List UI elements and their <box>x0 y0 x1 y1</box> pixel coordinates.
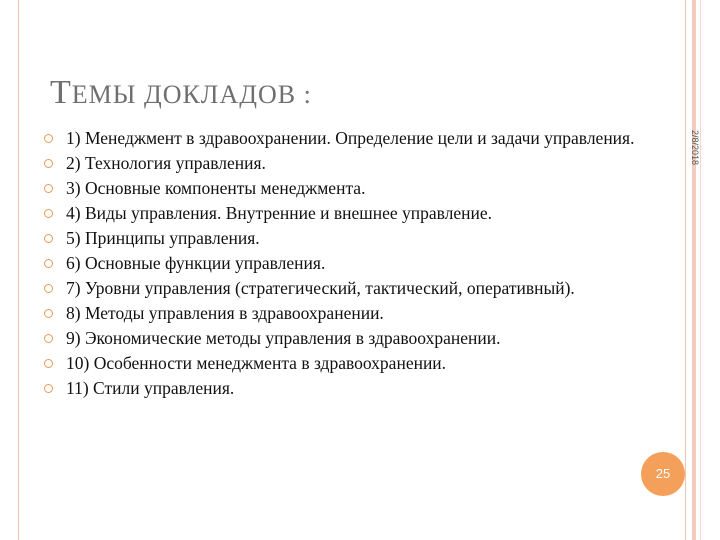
list-item <box>44 278 644 298</box>
bullet-circle-icon <box>44 209 53 218</box>
list-item-text: 8) Методы управления в здравоохранении. <box>66 303 384 323</box>
bullet-circle-icon <box>44 384 53 393</box>
bullet-circle-icon <box>44 259 53 268</box>
list-item <box>44 378 644 398</box>
list-item <box>44 153 644 173</box>
slide-title <box>50 74 312 112</box>
list-item-text: 4) Виды управления. Внутренние и внешнее управление. <box>66 203 493 223</box>
bullet-circle-icon <box>44 359 53 368</box>
page-number-badge: 25 <box>641 452 685 496</box>
list-item-text: 3) Основные компоненты менеджмента. <box>66 178 366 198</box>
bullet-circle-icon <box>44 309 53 318</box>
list-item-text: 1) Менеджмент в здравоохранении. Определение цели и задачи управления. <box>66 128 635 148</box>
list-item <box>44 253 644 273</box>
bullet-circle-icon <box>44 134 53 143</box>
list-item-text: 10) Особенности менеджмента в здравоохранении. <box>66 353 447 373</box>
bullet-circle-icon <box>44 159 53 168</box>
list-item-text: 7) Уровни управления (стратегический, тактический, оперативный). <box>66 278 575 298</box>
title-first-letter: Т <box>50 74 72 111</box>
slide-date: 2/8/2018 <box>690 130 700 166</box>
bullet-circle-icon <box>44 234 53 243</box>
list-item <box>44 203 644 223</box>
bullet-circle-icon <box>44 284 53 293</box>
list-item <box>44 328 644 348</box>
list-item-text: 6) Основные функции управления. <box>66 253 326 273</box>
list-item-text: 5) Принципы управления. <box>66 228 260 248</box>
right-accent-line <box>700 0 701 540</box>
list-item <box>44 353 644 373</box>
list-item <box>44 178 644 198</box>
list-item-text: 11) Стили управления. <box>66 378 235 398</box>
bullet-circle-icon <box>44 334 53 343</box>
bullet-circle-icon <box>44 184 53 193</box>
list-item-text: 9) Экономические методы управления в здравоохранении. <box>66 328 501 348</box>
title-rest: ЕМЫ ДОКЛАДОВ : <box>71 80 312 109</box>
list-item <box>44 303 644 323</box>
list-item <box>44 228 644 248</box>
list-item <box>44 128 644 148</box>
list-item-text: 2) Технология управления. <box>66 153 266 173</box>
topics-list <box>44 128 644 403</box>
right-accent-bar <box>692 0 696 540</box>
